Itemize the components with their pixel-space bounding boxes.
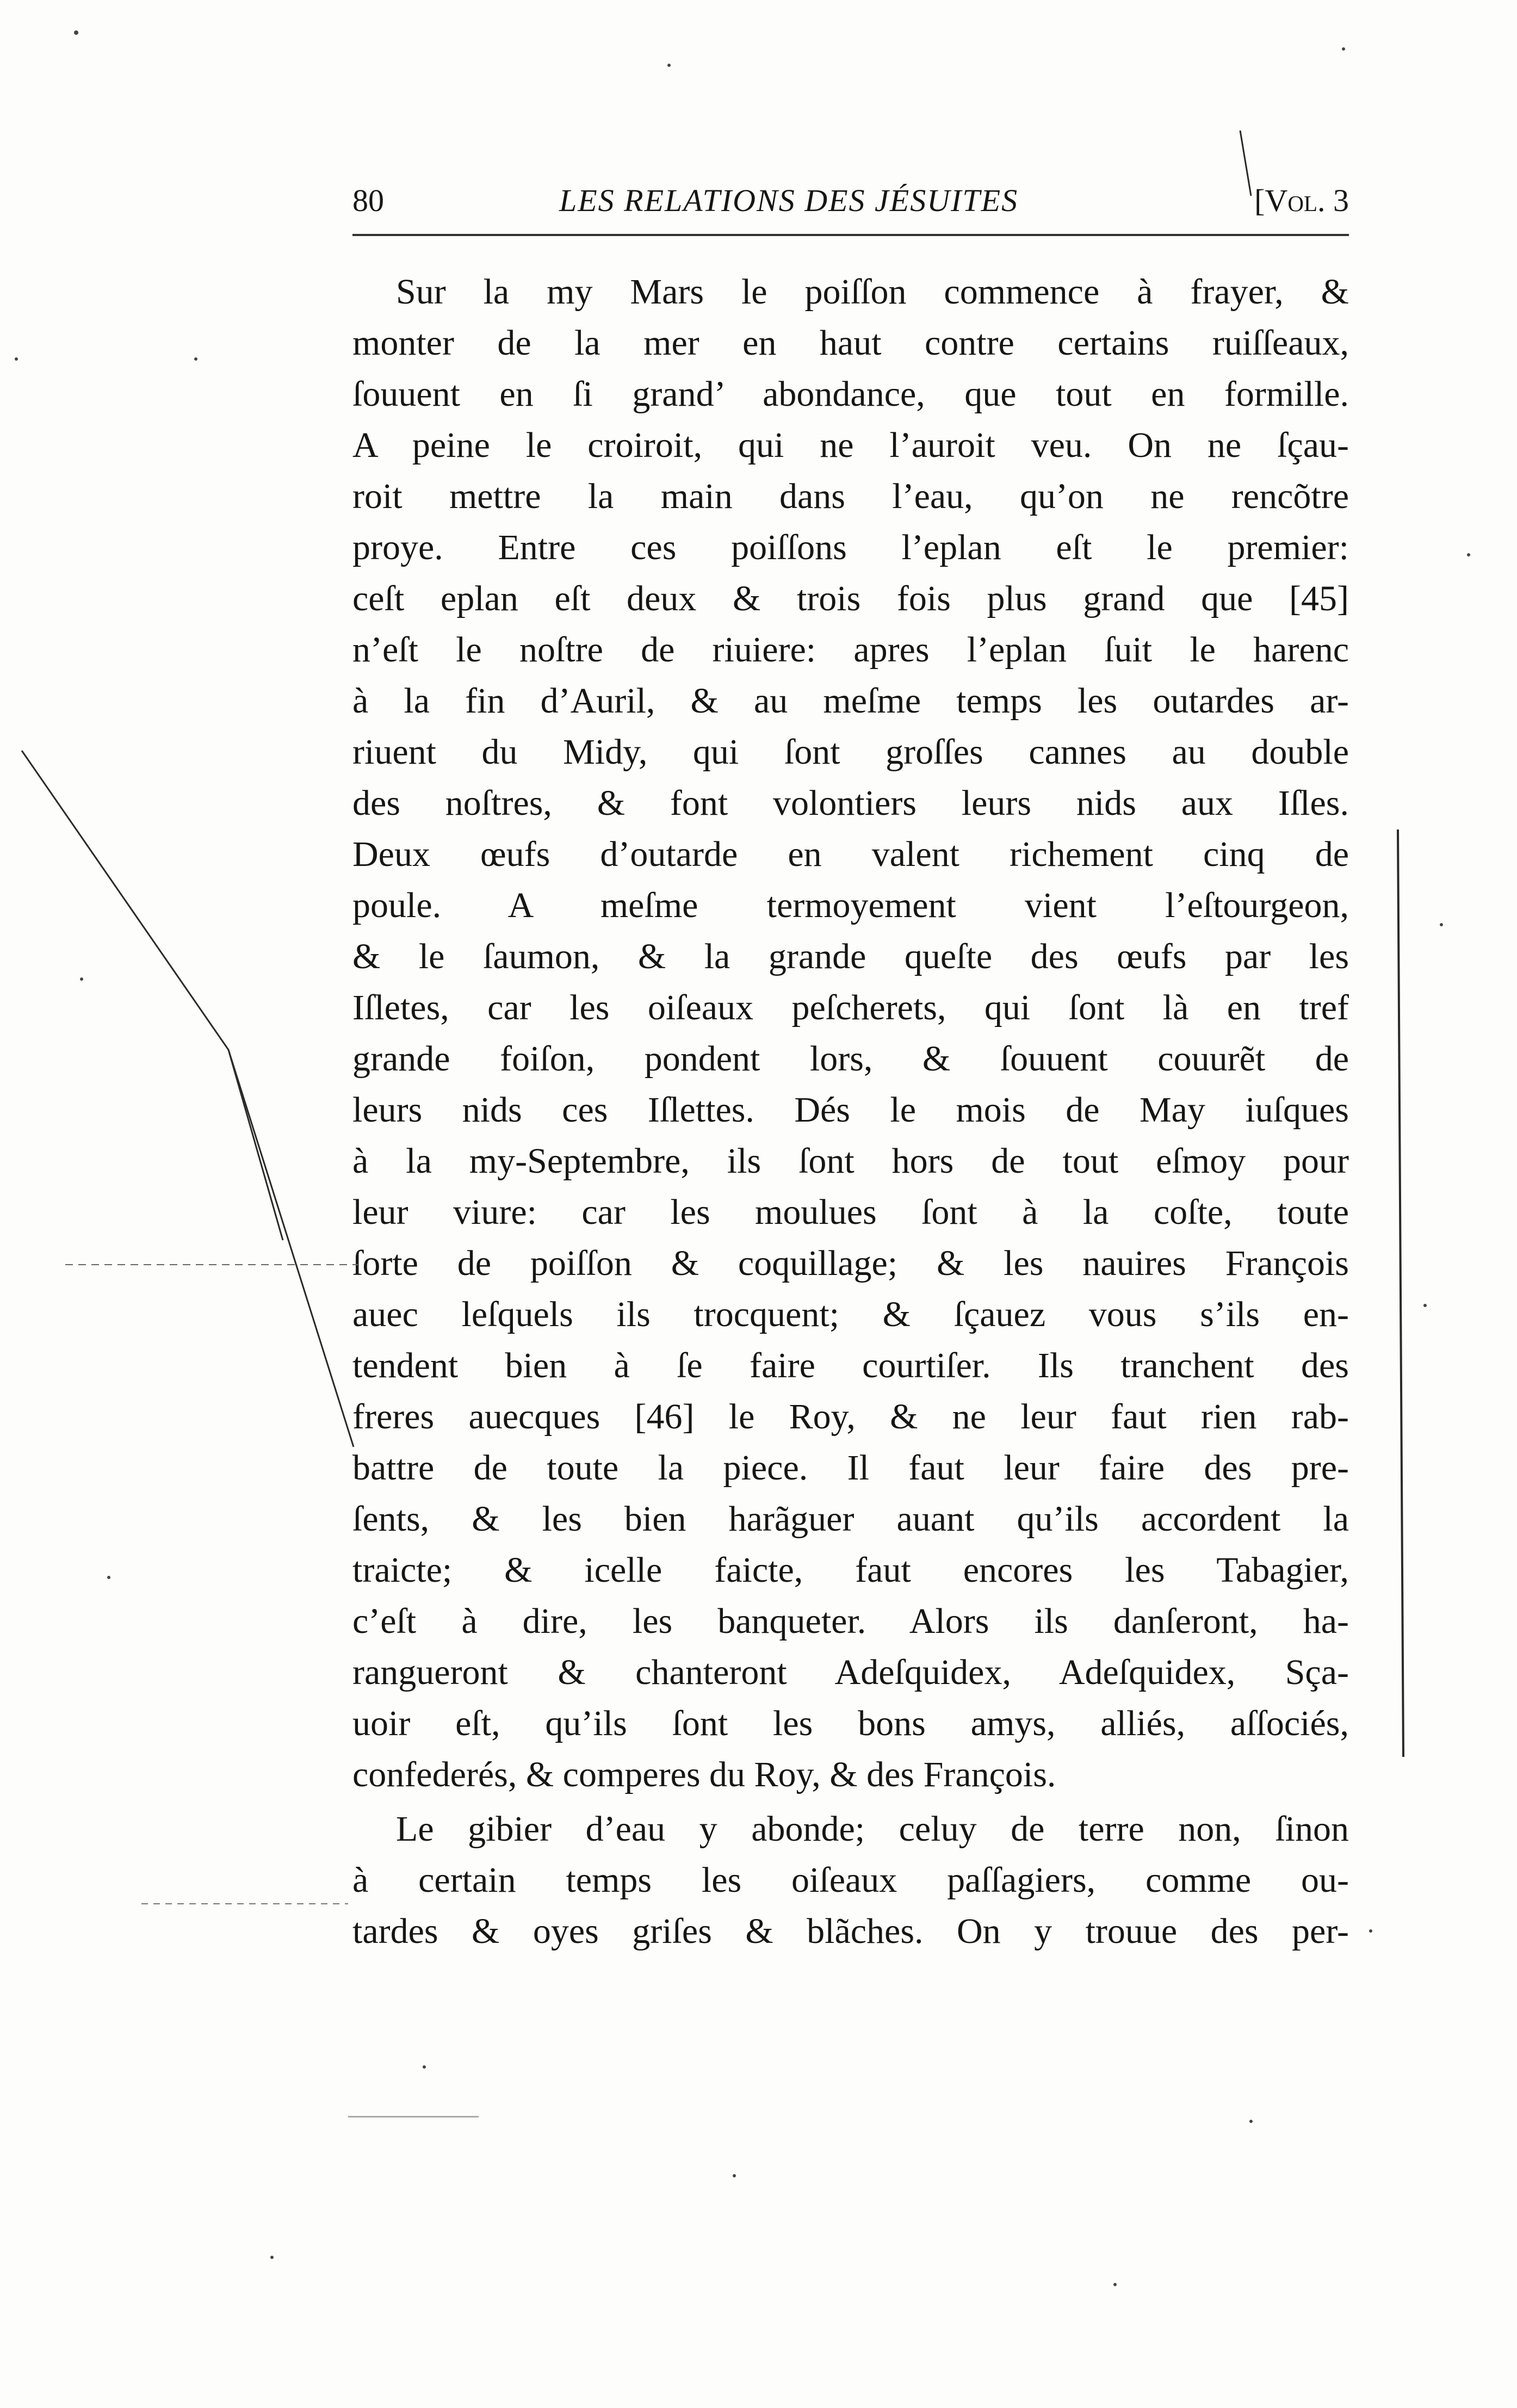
stray-pen-line — [228, 1050, 283, 1240]
text-line: ſorte de poiſſon & coquillage; & les nauires François — [352, 1243, 1349, 1283]
text-line: à la my-Septembre, ils ſont hors de tout eſmoy pour — [352, 1141, 1349, 1181]
stray-pen-line — [22, 751, 354, 1447]
text-line: proye. Entre ces poiſſons l’eplan eſt le premier: — [352, 528, 1349, 567]
text-line: rangueront & chanteront Adeſquidex, Adeſquidex, Sça- — [352, 1652, 1349, 1692]
text-line: riuent du Midy, qui ſont groſſes cannes au double — [352, 732, 1349, 772]
text-line: poule. A meſme termoyement vient l’eſtourgeon, — [352, 886, 1349, 925]
text-line: ſouuent en ſi grand’ abondance, que tout en formille. — [352, 374, 1349, 414]
bottom-rule — [348, 2116, 479, 2118]
text-line: leurs nids ces Iſlettes. Dés le mois de May iuſques — [352, 1090, 1349, 1130]
paragraph-2 — [352, 1804, 1349, 1957]
text-line: Le gibier d’eau y abonde; celuy de terre non, ſinon — [396, 1809, 1349, 1849]
text-line: Sur la my Mars le poiſſon commence à frayer, & — [396, 272, 1349, 312]
text-line: à certain temps les oiſeaux paſſagiers, comme ou- — [352, 1860, 1349, 1900]
text-line: grande foiſon, pondent lors, & ſouuent couurẽt de — [352, 1039, 1349, 1079]
text-line: roit mettre la main dans l’eau, qu’on ne rencõtre — [352, 476, 1349, 516]
text-line: auec leſquels ils trocquent; & ſçauez vous s’ils en- — [352, 1295, 1349, 1334]
text-line: Iſletes, car les oiſeaux peſcherets, qui ſont là en tref — [352, 988, 1349, 1027]
text-line: tendent bien à ſe faire courtiſer. Ils tranchent des — [352, 1346, 1349, 1385]
text-line: tardes & oyes griſes & blãches. On y trouue des per- — [352, 1911, 1349, 1951]
text-line: traicte; & icelle faicte, faut encores les Tabagier, — [352, 1550, 1349, 1590]
page-number: 80 — [352, 183, 384, 218]
text-line: battre de toute la piece. Il faut leur faire des pre- — [352, 1448, 1349, 1488]
text-line: confederés, & comperes du Roy, & des François. — [352, 1755, 1056, 1794]
text-line: Deux œufs d’outarde en valent richement cinq de — [352, 834, 1349, 874]
text-line: leur viure: car les moulues ſont à la coſte, toute — [352, 1192, 1349, 1232]
running-title: LES RELATIONS DES JÉSUITES — [559, 183, 1019, 218]
text-line: & le ſaumon, & la grande queſte des œufs par les — [352, 937, 1349, 976]
text-line: c’eſt à dire, les banqueter. Alors ils danſeront, ha- — [352, 1601, 1349, 1641]
text-line: freres auecques [46] le Roy, & ne leur faut rien rab- — [352, 1397, 1349, 1437]
text-line: ſents, & les bien harãguer auant qu’ils accordent la — [352, 1499, 1349, 1539]
body-text — [352, 267, 1349, 1957]
text-line: des noſtres, & font volontiers leurs nids aux Iſles. — [352, 783, 1349, 823]
page-header — [352, 182, 1349, 226]
text-line: n’eſt le noſtre de riuiere: apres l’eplan ſuit le harenc — [352, 630, 1349, 670]
text-line: ceſt eplan eſt deux & trois fois plus grand que [45] — [352, 579, 1349, 618]
text-line: monter de la mer en haut contre certains ruiſſeaux, — [352, 323, 1349, 363]
volume-label: [Vol. 3 — [1254, 183, 1349, 218]
header-rule — [352, 234, 1349, 236]
margin-rule — [1398, 830, 1403, 1757]
text-line: A peine le croiroit, qui ne l’auroit veu. On ne ſçau- — [352, 425, 1349, 465]
text-line: uoir eſt, qu’ils ſont les bons amys, alliés, aſſociés, — [352, 1704, 1349, 1743]
text-line: à la fin d’Auril, & au meſme temps les outardes ar- — [352, 681, 1349, 721]
paragraph-1 — [352, 267, 1349, 1800]
